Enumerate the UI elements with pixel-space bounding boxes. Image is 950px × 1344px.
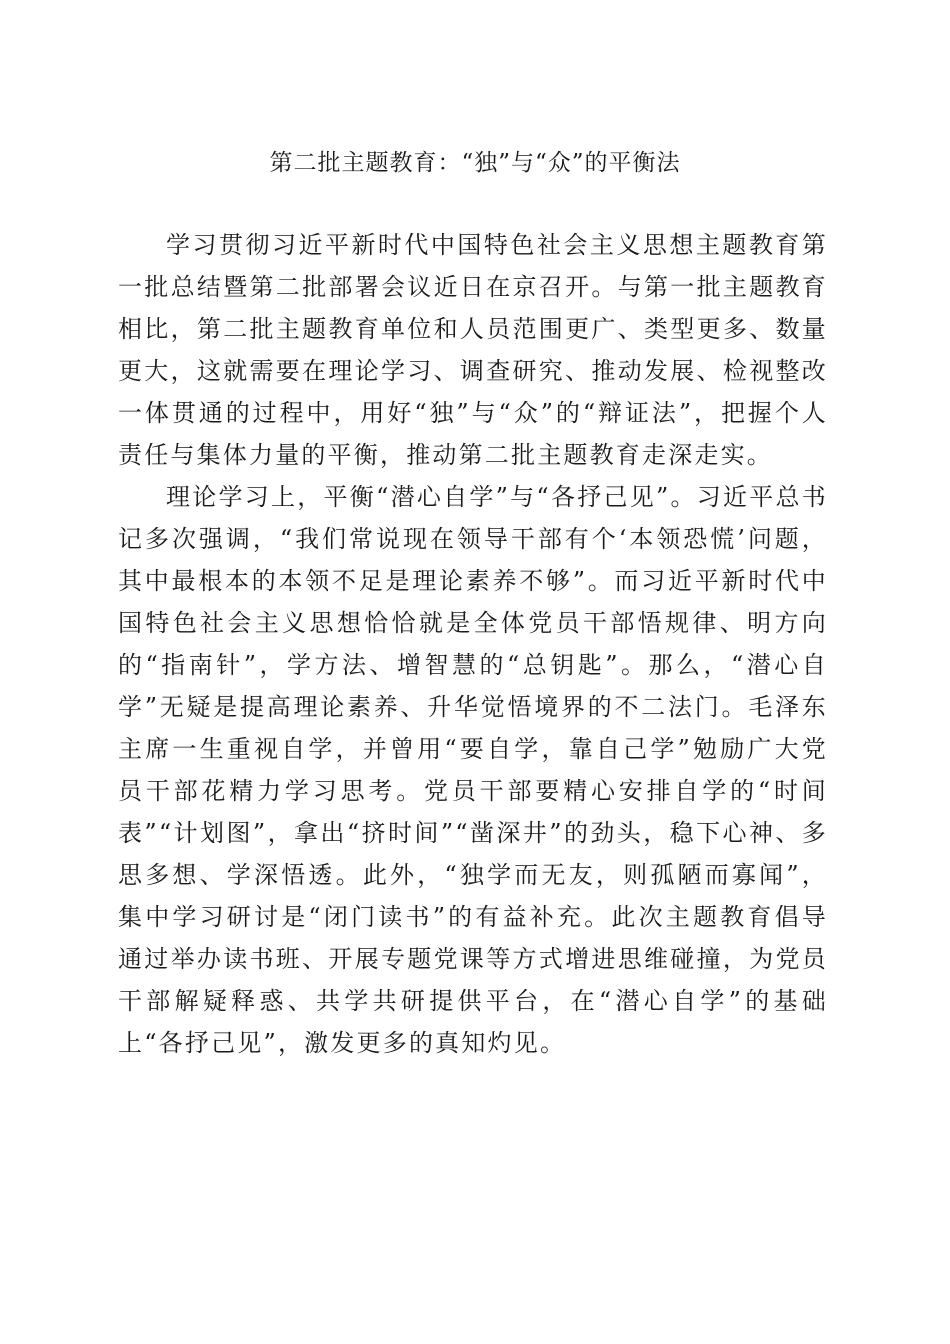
document-body [118,224,828,1064]
paragraph-intro: 学习贯彻习近平新时代中国特色社会主义思想主题教育第一批总结暨第二批部署会议近日在京召开。与第一批主题教育相比，第二批主题教育单位和人员范围更广、类型更多、数量更大，这就需要在理论学习、调查研究、推动发展、检视整改一体贯通的过程中，用好“独”与“众”的“辩证法”，把握个人责任与集体力量的平衡，推动第二批主题教育走深走实。 [118,231,828,469]
paragraph-theory-study: 理论学习上，平衡“潜心自学”与“各抒己见”。习近平总书记多次强调，“我们常说现在领导干部有个‘本领恐慌’问题，其中最根本的本领不足是理论素养不够”。而习近平新时代中国特色社会主义思想恰恰就是全体党员干部悟规律、明方向的“指南针”，学方法、增智慧的“总钥匙”。那么，“潜心自学”无疑是提高理论素养、升华觉悟境界的不二法门。毛泽东主席一生重视自学，并曾用“要自学，靠自己学”勉励广大党员干部花精力学习思考。党员干部要精心安排自学的“时间表”“计划图”，拿出“挤时间”“凿深井”的劲头，稳下心神、多思多想、学深悟透。此外，“独学而无友，则孤陋而寡闻”，集中学习研讨是“闭门读书”的有益补充。此次主题教育倡导通过举办读书班、开展专题党课等方式增进思维碰撞，为党员干部解疑释惑、共学共研提供平台，在“潜心自学”的基础上“各抒己见”，激发更多的真知灼见。 [118,483,828,1057]
document-title: 第二批主题教育：“独”与“众”的平衡法 [269,150,681,176]
